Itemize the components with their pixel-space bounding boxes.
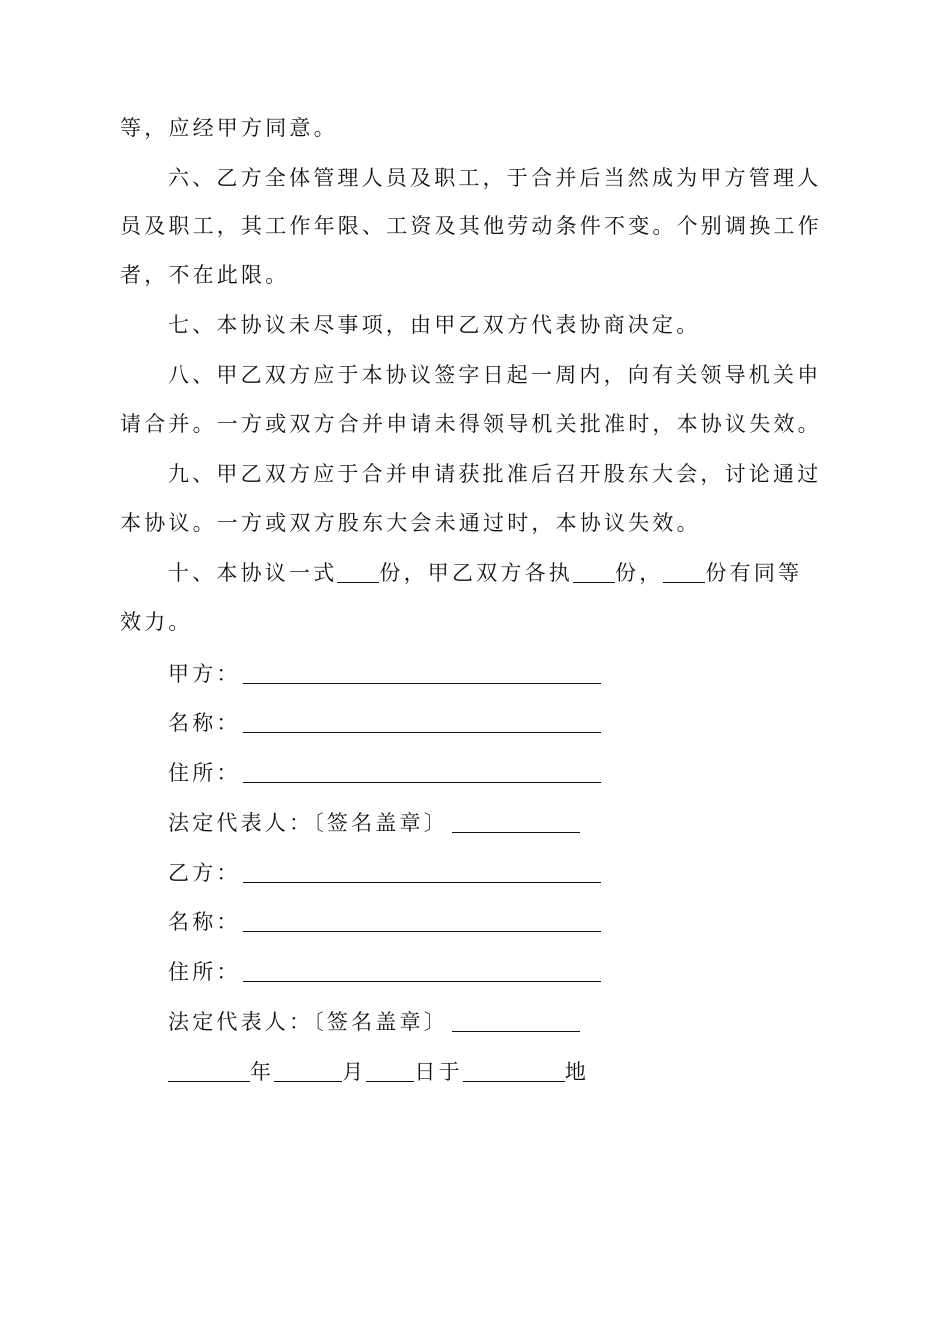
paragraph-6-line-1: 六、乙方全体管理人员及职工，于合并后当然成为甲方管理人: [168, 166, 822, 190]
paragraph-10-line-2: 效力。: [120, 610, 193, 634]
party-b-representative-row: [168, 1007, 832, 1037]
party-b-address-blank: [243, 959, 601, 982]
party-b-name-row: [168, 907, 832, 937]
party-a-address-row: [168, 758, 832, 788]
party-b-signature-blank: [452, 1009, 580, 1032]
place-blank: [463, 1059, 565, 1082]
copies-total-blank: [337, 560, 379, 583]
paragraph-9-line-2: 本协议。一方或双方股东大会未通过时，本协议失效。: [120, 511, 701, 535]
paragraph-10-text-4: 份有同等: [705, 561, 803, 585]
paragraph-10-text-3: 份，: [615, 561, 664, 585]
party-a-row: [168, 659, 832, 689]
party-a-name-label: 名称：: [168, 711, 241, 735]
paragraph-10-line-1: [168, 558, 832, 588]
year-label: 年: [250, 1060, 275, 1084]
party-b-blank: [243, 860, 601, 883]
party-a-blank: [243, 661, 601, 684]
year-blank: [168, 1059, 250, 1082]
party-a-name-blank: [243, 710, 601, 733]
paragraph-8-line-2: 请合并。一方或双方合并申请未得领导机关批准时，本协议失效。: [120, 412, 822, 436]
paragraph-10-text-1: 十、本协议一式: [168, 561, 338, 585]
party-b-address-row: [168, 957, 832, 987]
month-label: 月: [342, 1060, 367, 1084]
party-b-representative-label: 法定代表人：〔签名盖章〕: [168, 1010, 448, 1034]
paragraph-6-line-3: 者，不在此限。: [120, 263, 290, 287]
day-at-label: 日于: [414, 1060, 463, 1084]
place-label: 地: [564, 1060, 590, 1084]
paragraph-5-tail: 等，应经甲方同意。: [120, 116, 338, 140]
party-a-representative-row: [168, 808, 832, 838]
paragraph-9-line-1: 九、甲乙双方应于合并申请获批准后召开股东大会，讨论通过: [168, 462, 822, 486]
paragraph-7-line-1: 七、本协议未尽事项，由甲乙双方代表协商决定。: [168, 313, 701, 337]
party-b-row: [168, 858, 832, 888]
party-a-representative-label: 法定代表人：〔签名盖章〕: [168, 811, 448, 835]
month-blank: [274, 1059, 342, 1082]
party-b-label: 乙方：: [168, 861, 241, 885]
party-b-address-label: 住所：: [168, 960, 241, 984]
paragraph-8-line-1: 八、甲乙双方应于本协议签字日起一周内，向有关领导机关申: [168, 363, 822, 387]
party-b-name-blank: [243, 909, 601, 932]
date-place-row: [168, 1057, 832, 1087]
paragraph-6-line-2: 员及职工，其工作年限、工资及其他劳动条件不变。个别调换工作: [120, 214, 822, 238]
day-blank: [366, 1059, 414, 1082]
party-a-name-row: [168, 708, 832, 738]
copies-other-blank: [663, 560, 705, 583]
party-b-name-label: 名称：: [168, 910, 241, 934]
party-a-label: 甲方：: [168, 662, 241, 686]
paragraph-10-text-2: 份，甲乙双方各执: [379, 561, 574, 585]
party-a-address-blank: [243, 760, 601, 783]
copies-each-blank: [573, 560, 615, 583]
party-a-signature-blank: [452, 810, 580, 833]
party-a-address-label: 住所：: [168, 761, 241, 785]
